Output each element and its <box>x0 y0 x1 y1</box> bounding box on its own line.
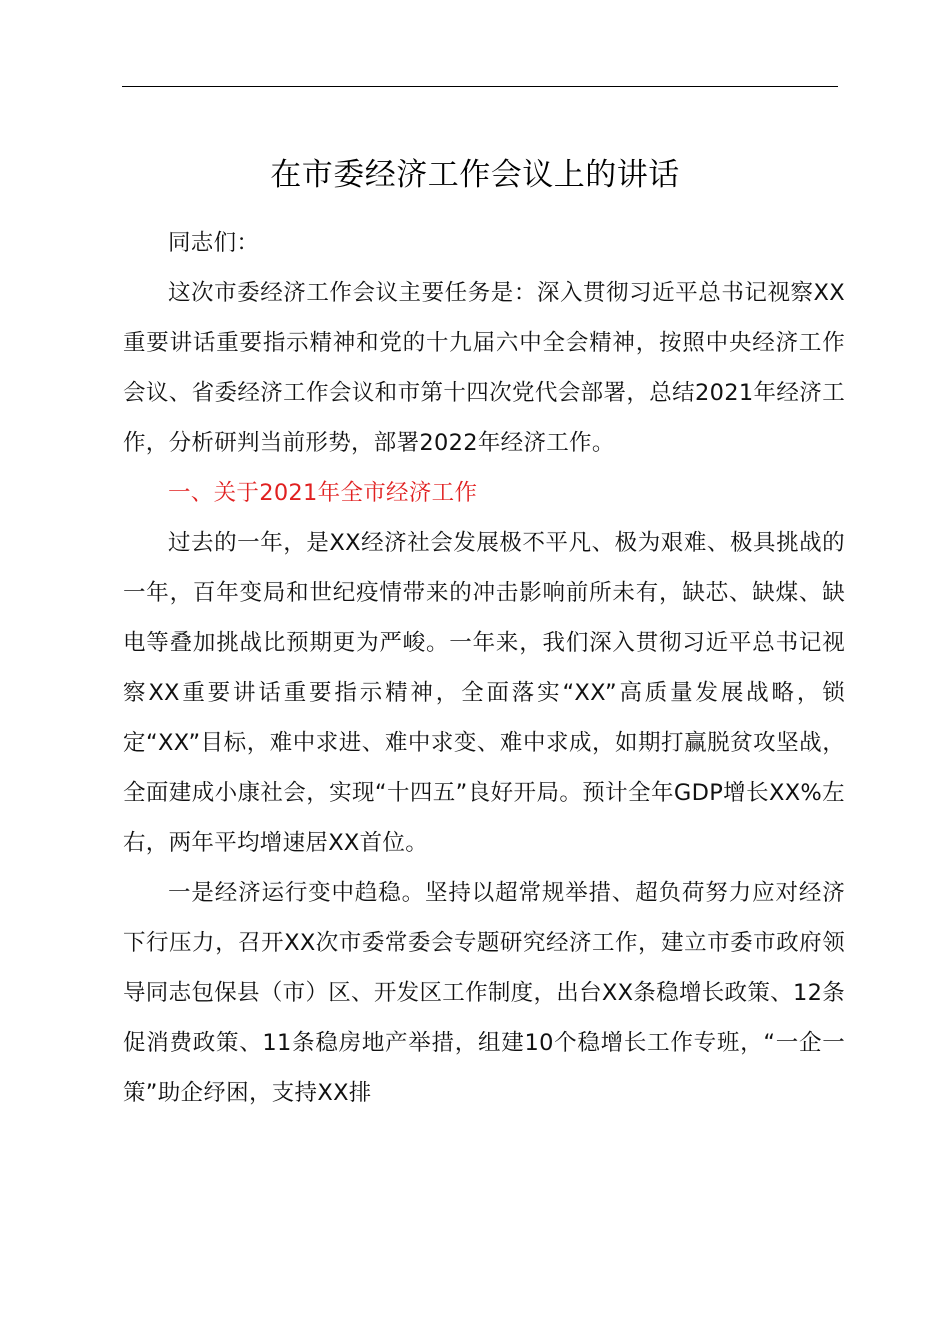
header-rule <box>122 86 838 87</box>
paragraph-point-1: 一是经济运行变中趋稳。坚持以超常规举措、超负荷努力应对经济下行压力，召开XX次市委常委会专题研究经济工作，建立市委市政府领导同志包保县（市）区、开发区工作制度，出台XX条稳增长政策、12条促消费政策、11条稳房地产举措，组建10个稳增长工作专班，“一企一策”助企纾困，支持XX排 <box>123 880 845 1106</box>
paragraph-review: 过去的一年，是XX经济社会发展极不平凡、极为艰难、极具挑战的一年，百年变局和世纪疫情带来的冲击影响前所未有，缺芯、缺煤、缺电等叠加挑战比预期更为严峻。一年来，我们深入贯彻习近平总书记视察XX重要讲话重要指示精神，全面落实“XX”高质量发展战略，锁定“XX”目标，难中求进、难中求变、难中求成，如期打赢脱贫攻坚战，全面建成小康社会，实现“十四五”良好开局。预计全年GDP增长XX%左右，两年平均增速居XX首位。 <box>123 530 845 856</box>
salutation: 同志们： <box>168 230 260 256</box>
document-title: 在市委经济工作会议上的讲话 <box>270 157 680 193</box>
document-body <box>123 218 845 1118</box>
section-heading-1: 一、关于2021年全市经济工作 <box>168 480 478 506</box>
paragraph-intro: 这次市委经济工作会议主要任务是：深入贯彻习近平总书记视察XX重要讲话重要指示精神和党的十九届六中全会精神，按照中央经济工作会议、省委经济工作会议和市第十四次党代会部署，总结2021年经济工作，分析研判当前形势，部署2022年经济工作。 <box>123 280 845 456</box>
